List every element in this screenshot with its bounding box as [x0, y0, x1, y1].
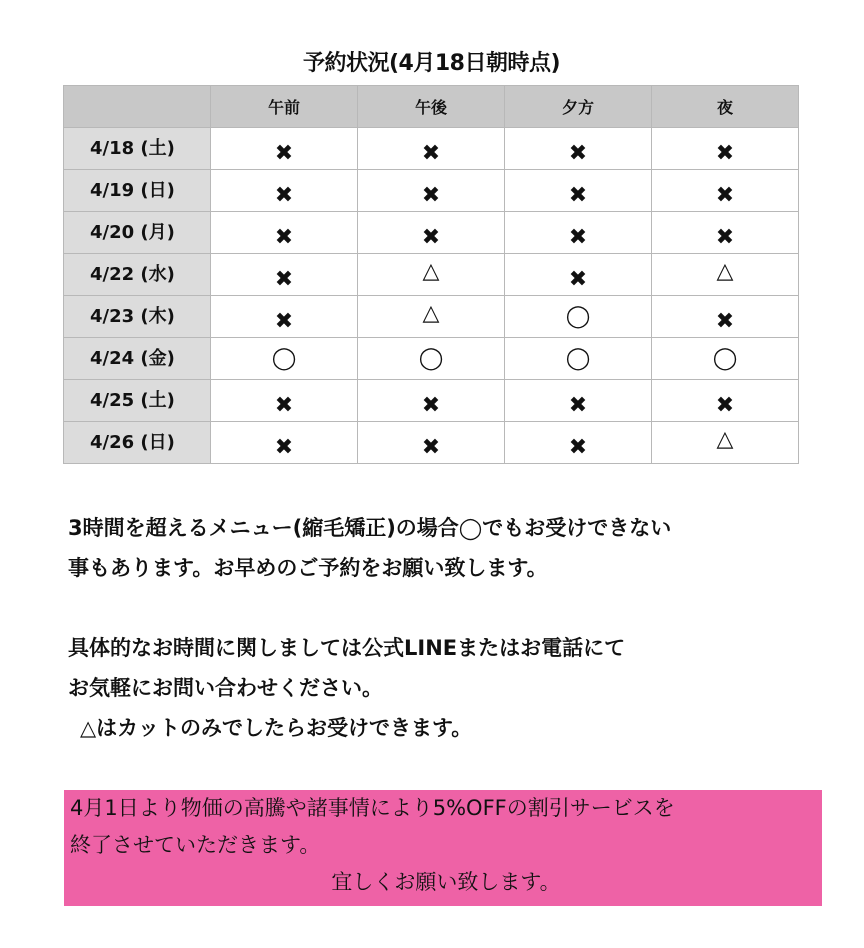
slot-unavailable-cross: ✖ — [211, 296, 358, 338]
column-header-afternoon: 午後 — [358, 86, 505, 128]
table-row — [64, 254, 799, 296]
discount-notice — [64, 790, 822, 906]
table-row — [64, 128, 799, 170]
notice-line: 終了させていただきます。 — [70, 833, 321, 857]
notice-line: 4月1日より物価の高騰や諸事情により5%OFFの割引サービスを — [70, 796, 675, 820]
date-cell: 4/24 (金) — [64, 338, 211, 380]
table-row — [64, 170, 799, 212]
table-header-row — [64, 86, 799, 128]
slot-limited-triangle: △ — [358, 296, 505, 338]
slot-available-circle: ◯ — [652, 338, 799, 380]
slot-unavailable-cross: ✖ — [505, 212, 652, 254]
slot-unavailable-cross: ✖ — [211, 254, 358, 296]
slot-unavailable-cross: ✖ — [505, 128, 652, 170]
date-cell: 4/18 (土) — [64, 128, 211, 170]
slot-limited-triangle: △ — [652, 254, 799, 296]
slot-unavailable-cross: ✖ — [505, 254, 652, 296]
slot-unavailable-cross: ✖ — [358, 380, 505, 422]
date-cell: 4/22 (水) — [64, 254, 211, 296]
date-cell: 4/19 (日) — [64, 170, 211, 212]
slot-available-circle: ◯ — [211, 338, 358, 380]
date-cell: 4/25 (土) — [64, 380, 211, 422]
table-row — [64, 212, 799, 254]
slot-unavailable-cross: ✖ — [652, 170, 799, 212]
column-header-morning: 午前 — [211, 86, 358, 128]
slot-unavailable-cross: ✖ — [211, 212, 358, 254]
column-header-evening: 夕方 — [505, 86, 652, 128]
note-line: △はカットのみでしたらお受けできます。 — [80, 716, 473, 740]
notes-section — [68, 508, 828, 748]
reservation-table — [63, 85, 799, 464]
slot-unavailable-cross: ✖ — [505, 380, 652, 422]
slot-limited-triangle: △ — [652, 422, 799, 464]
table-row — [64, 296, 799, 338]
note-line: 事もあります。お早めのご予約をお願い致します。 — [68, 556, 548, 580]
slot-available-circle: ◯ — [358, 338, 505, 380]
slot-unavailable-cross: ✖ — [358, 170, 505, 212]
notice-line: 宜しくお願い致します。 — [331, 870, 561, 894]
header-corner-cell — [64, 86, 211, 128]
slot-unavailable-cross: ✖ — [211, 380, 358, 422]
slot-unavailable-cross: ✖ — [652, 296, 799, 338]
slot-unavailable-cross: ✖ — [211, 170, 358, 212]
slot-unavailable-cross: ✖ — [652, 128, 799, 170]
slot-unavailable-cross: ✖ — [652, 212, 799, 254]
note-line: 3時間を超えるメニュー(縮毛矯正)の場合◯でもお受けできない — [68, 516, 672, 540]
table-row — [64, 380, 799, 422]
date-cell: 4/23 (木) — [64, 296, 211, 338]
table-body — [64, 128, 799, 464]
page-title: 予約状況(4月18日朝時点) — [302, 51, 561, 76]
slot-available-circle: ◯ — [505, 296, 652, 338]
slot-unavailable-cross: ✖ — [211, 128, 358, 170]
slot-limited-triangle: △ — [358, 254, 505, 296]
column-header-night: 夜 — [652, 86, 799, 128]
table-row — [64, 422, 799, 464]
slot-unavailable-cross: ✖ — [652, 380, 799, 422]
date-cell: 4/20 (月) — [64, 212, 211, 254]
table-row — [64, 338, 799, 380]
slot-unavailable-cross: ✖ — [358, 212, 505, 254]
note-line: お気軽にお問い合わせください。 — [68, 676, 383, 700]
slot-available-circle: ◯ — [505, 338, 652, 380]
slot-unavailable-cross: ✖ — [358, 128, 505, 170]
slot-unavailable-cross: ✖ — [358, 422, 505, 464]
note-line: 具体的なお時間に関しましては公式LINEまたはお電話にて — [68, 636, 626, 660]
slot-unavailable-cross: ✖ — [505, 422, 652, 464]
slot-unavailable-cross: ✖ — [211, 422, 358, 464]
date-cell: 4/26 (日) — [64, 422, 211, 464]
slot-unavailable-cross: ✖ — [505, 170, 652, 212]
